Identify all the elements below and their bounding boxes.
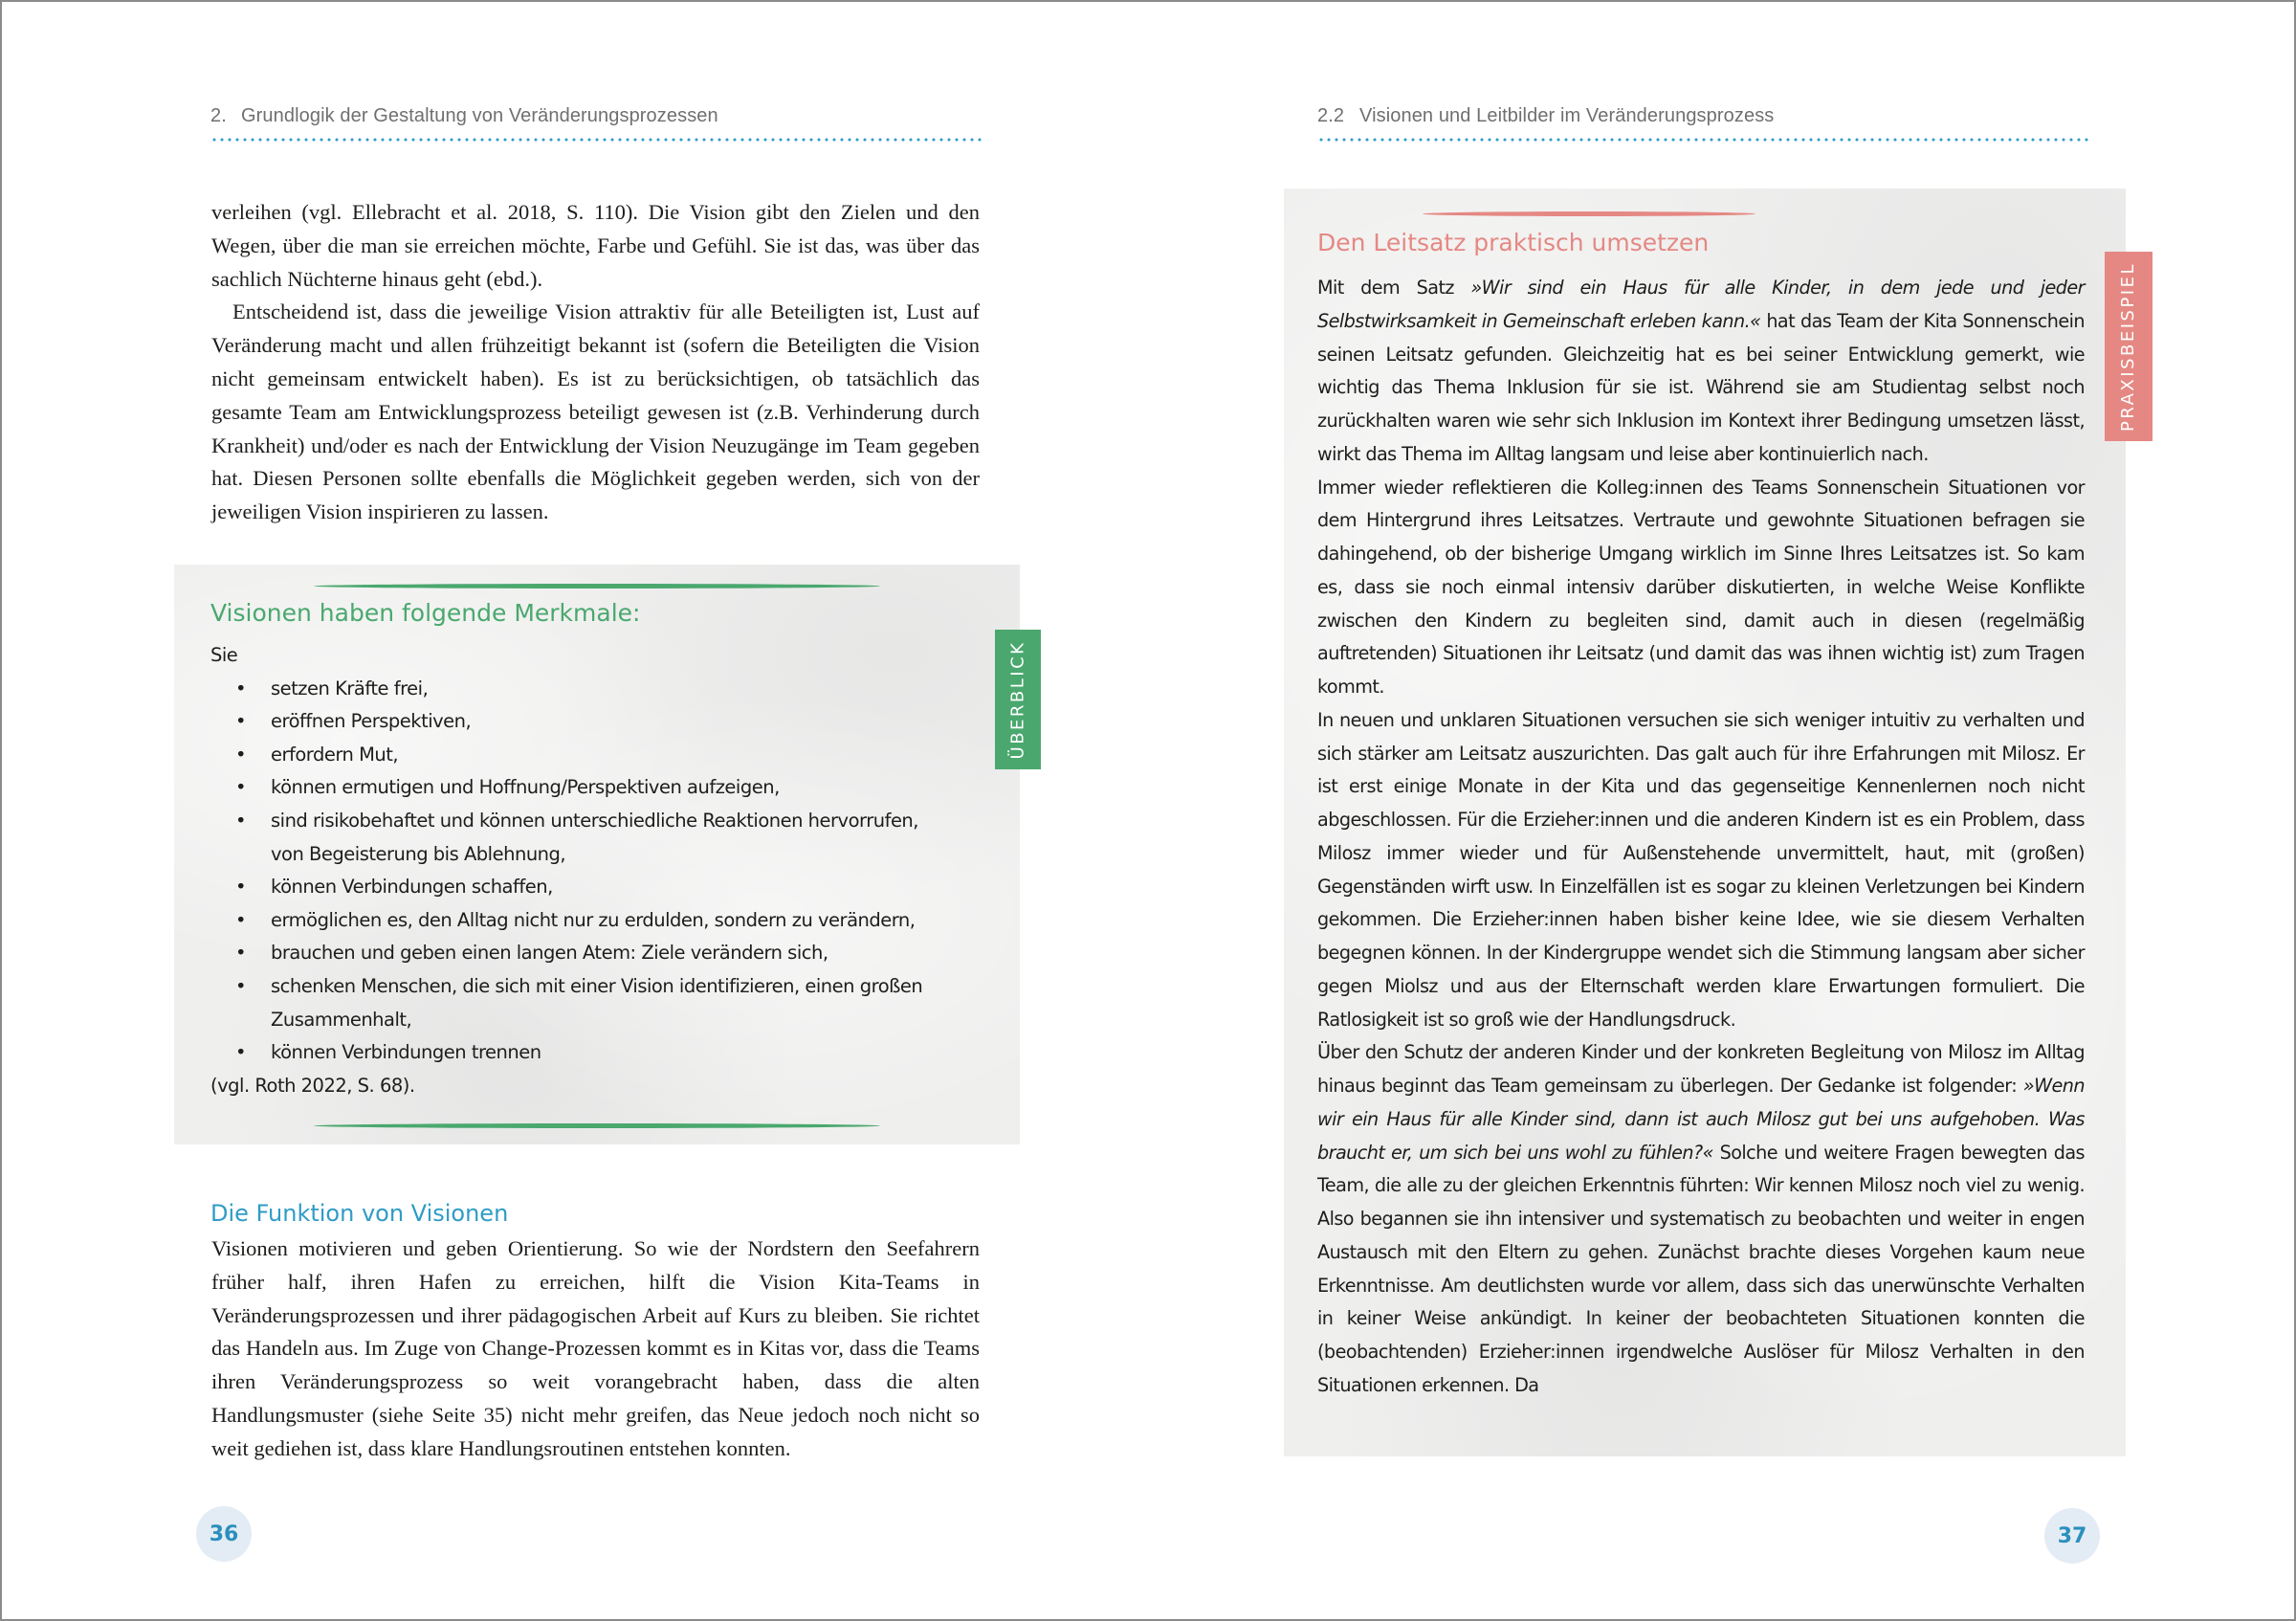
list-item: • schenken Menschen, die sich mit einer Vision identifizieren, einen großen Zusammenhalt, (210, 970, 976, 1036)
practice-box-title: Den Leitsatz praktisch umsetzen (1317, 229, 1710, 256)
list-item: • können Verbindungen trennen (210, 1036, 976, 1070)
bullet-icon: • (235, 776, 247, 799)
box-top-rule (314, 584, 880, 588)
practice-box-body (1317, 272, 2085, 1403)
box-top-rule (1423, 211, 1755, 216)
feature-list (210, 673, 976, 1070)
intro-text (211, 196, 980, 529)
overview-box (174, 565, 1020, 1144)
bullet-icon: • (235, 974, 247, 997)
paragraph: Immer wieder reflektieren die Kolleg:innen des Teams Sonnenschein Situationen vor dem Hintergrund ihres Leitsatzes. Vertraute und gewohnte Situationen befragen sie dahingehend, ob der bisherige Umgang wirklich im Sinne Ihres Leitsatzes ist. So kam es, dass sie noch einmal intensiv darüber diskutierten, in welche Weise Konflikte zwischen den Kindern zu begleiten sind, damit auch in diesen (regelmäßig auftretenden) Situationen ihr Leitsatz (und damit das was ihnen wichtig ist) zum Tragen kommt. (1317, 476, 2085, 698)
bullet-icon: • (235, 876, 247, 899)
paragraph: Entscheidend ist, dass die jeweilige Vision attraktiv für alle Beteiligten ist, Lust auf Veränderung macht und allen frühzeitigt bekannt ist (sofern die Beteiligten die Vision nicht gemeinsam entwickelt haben). Es ist zu berücksichtigen, ob tatsächlich das gesamte Team am Entwicklungsprozess beteiligt gewesen ist (z.B. Verhinderung durch Krankheit) und/oder es nach der Entwicklung der Vision Neuzugänge im Team gegeben hat. Diesen Personen sollte ebenfalls die Möglichkeit gegeben werden, sich von der jeweiligen Vision inspirieren zu lassen. (211, 300, 980, 524)
overview-box-body (210, 639, 976, 1102)
list-lead: Sie (210, 644, 238, 666)
quote: »Wir sind ein Haus für alle Kinder, in dem jede und jeder Selbstwirksamkeit in Gemeinschaft erleben kann.« (1317, 277, 2085, 332)
practice-tab-label: PRAXISBEISPIEL (2118, 261, 2139, 432)
overview-side-tab (995, 630, 1041, 769)
list-item: • sind risikobehaftet und können unterschiedliche Reaktionen hervorrufen, von Begeisterung bis Ablehnung, (210, 805, 976, 871)
bullet-icon: • (235, 677, 247, 699)
dotted-rule (210, 138, 982, 142)
section-title: Visionen und Leitbilder im Veränderungsprozess (1359, 105, 1775, 126)
list-item: • brauchen und geben einen langen Atem: Ziele verändern sich, (210, 937, 976, 970)
chapter-title: Grundlogik der Gestaltung von Veränderungsprozessen (241, 105, 718, 126)
overview-box-title: Visionen haben folgende Merkmale: (210, 599, 641, 627)
box-bottom-rule (314, 1123, 880, 1128)
bullet-icon: • (235, 710, 247, 733)
bullet-icon: • (235, 942, 247, 965)
list-item: • erfordern Mut, (210, 739, 976, 772)
list-item: • ermöglichen es, den Alltag nicht nur zu erdulden, sondern zu verändern, (210, 904, 976, 938)
section-text (211, 1232, 980, 1466)
bullet-icon: • (235, 908, 247, 931)
list-item: • setzen Kräfte frei, (210, 673, 976, 706)
bullet-icon: • (235, 1041, 247, 1064)
overview-tab-label: ÜBERBLICK (1007, 640, 1028, 759)
section-heading: Die Funktion von Visionen (210, 1200, 509, 1227)
paragraph: Über den Schutz der anderen Kinder und der konkreten Begleitung von Milosz im Alltag hinaus beginnt das Team gemeinsam zu überlegen. Der Gedanke ist folgender: »Wenn wir ein Haus für alle Kinder sind, dann ist auch Milosz gut bei uns aufgehoben. Was braucht er, um sich bei uns wohl zu fühlen?« Solche und weitere Fragen bewegten das Team, die alle zu der gleichen Erkenntnis führten: Wir kennen Milosz noch viel zu wenig. Also begannen sie ihn intensiver und systematisch zu beobachten und weiter in engen Austausch mit den Eltern zu gehen. Zunächst brachte dieses Vorgehen kaum neue Erkenntnisse. Am deutlichsten wurde vor allem, dass sich das unerwünschte Verhalten in keiner Weise ankündigt. In keiner der beobachteten Situationen konnten die (beobachtenden) Erzieher:innen irgendwelche Auslöser für Milosz Verhalten in den Situationen erkennen. Da (1317, 1041, 2085, 1396)
page-number-right: 37 (2044, 1508, 2100, 1564)
right-page (1148, 0, 2296, 1621)
running-head-right (1317, 105, 1774, 127)
paragraph: Visionen motivieren und geben Orientierung. So wie der Nordstern den Seefahrern früher half, ihren Hafen zu erreichen, hilft die Vision Kita-Teams in Veränderungsprozessen und ihrer pädagogischen Arbeit auf Kurs zu bleiben. Sie richtet das Handeln aus. Im Zuge von Change-Prozessen kommt es in Kitas vor, dass die Teams ihren Veränderungsprozess so weit vorangebracht haben, dass die alten Handlungsmuster (siehe Seite 35) nicht mehr greifen, das Neue jedoch noch nicht so weit gediehen ist, dass klare Handlungsroutinen entstehen konnten. (211, 1236, 980, 1460)
bullet-icon: • (235, 809, 247, 832)
paragraph: verleihen (vgl. Ellebracht et al. 2018, S. 110). Die Vision gibt den Zielen und den Wegen, über die man sie erreichen möchte, Farbe und Gefühl. Sie ist das, was über das sachlich Nüchterne hinaus geht (ebd.). (211, 200, 980, 291)
paragraph: Mit dem Satz »Wir sind ein Haus für alle Kinder, in dem jede und jeder Selbstwirksamkeit in Gemeinschaft erleben kann.« hat das Team der Kita Sonnenschein seinen Leitsatz gefunden. Gleichzeitig hat es bei seiner Entwicklung gemerkt, wie wichtig das Thema Inklusion für sie ist. Während sie am Studientag selbst noch zurückhalten waren wie sehr sich Inklusion im Kontext ihrer Bedingung umsetzen lässt, wirkt das Thema im Alltag langsam und leise aber kontinuierlich nach. (1317, 277, 2085, 465)
chapter-number: 2. (210, 105, 227, 126)
paragraph: In neuen und unklaren Situationen versuchen sie sich weniger intuitiv zu verhalten und sich stärker am Leitsatz auszurichten. Das galt auch für ihre Erfahrungen mit Milosz. Er ist erst einige Monate in der Kita und das gegenseitige Kennenlernen noch nicht abgeschlossen. Für die Erzieher:innen und die anderen Kindern ist es ein Problem, dass Milosz immer wieder und für Außenstehende unvermittelt, haut, mit (großen) Gegenständen wirft usw. In Einzelfällen ist es sogar zu kleinen Verletzungen bei Kindern gekommen. Die Erzieher:innen haben bisher keine Idee, wie sie diesem Verhalten begegnen können. In der Kindergruppe wendet sich die Stimmung langsam aber sicher gegen Miolsz und aus der Elternschaft werden klare Erwartungen formuliert. Die Ratlosigkeit ist so groß wie der Handlungsdruck. (1317, 708, 2085, 1031)
list-item: • können ermutigen und Hoffnung/Perspektiven aufzeigen, (210, 771, 976, 805)
citation: (vgl. Roth 2022, S. 68). (210, 1074, 415, 1097)
list-item: • eröffnen Perspektiven, (210, 705, 976, 739)
bullet-icon: • (235, 743, 247, 766)
section-number: 2.2 (1317, 105, 1345, 126)
quote: »Wenn wir ein Haus für alle Kinder sind, dann ist auch Milosz gut bei uns aufgehoben. Was braucht er, um sich bei uns wohl zu fühlen?« (1317, 1075, 2085, 1164)
practice-box (1284, 189, 2126, 1456)
page-number-left: 36 (196, 1506, 252, 1562)
running-head-left (210, 105, 718, 127)
list-item: • können Verbindungen schaffen, (210, 871, 976, 904)
practice-side-tab (2105, 252, 2152, 441)
dotted-rule (1317, 138, 2088, 142)
